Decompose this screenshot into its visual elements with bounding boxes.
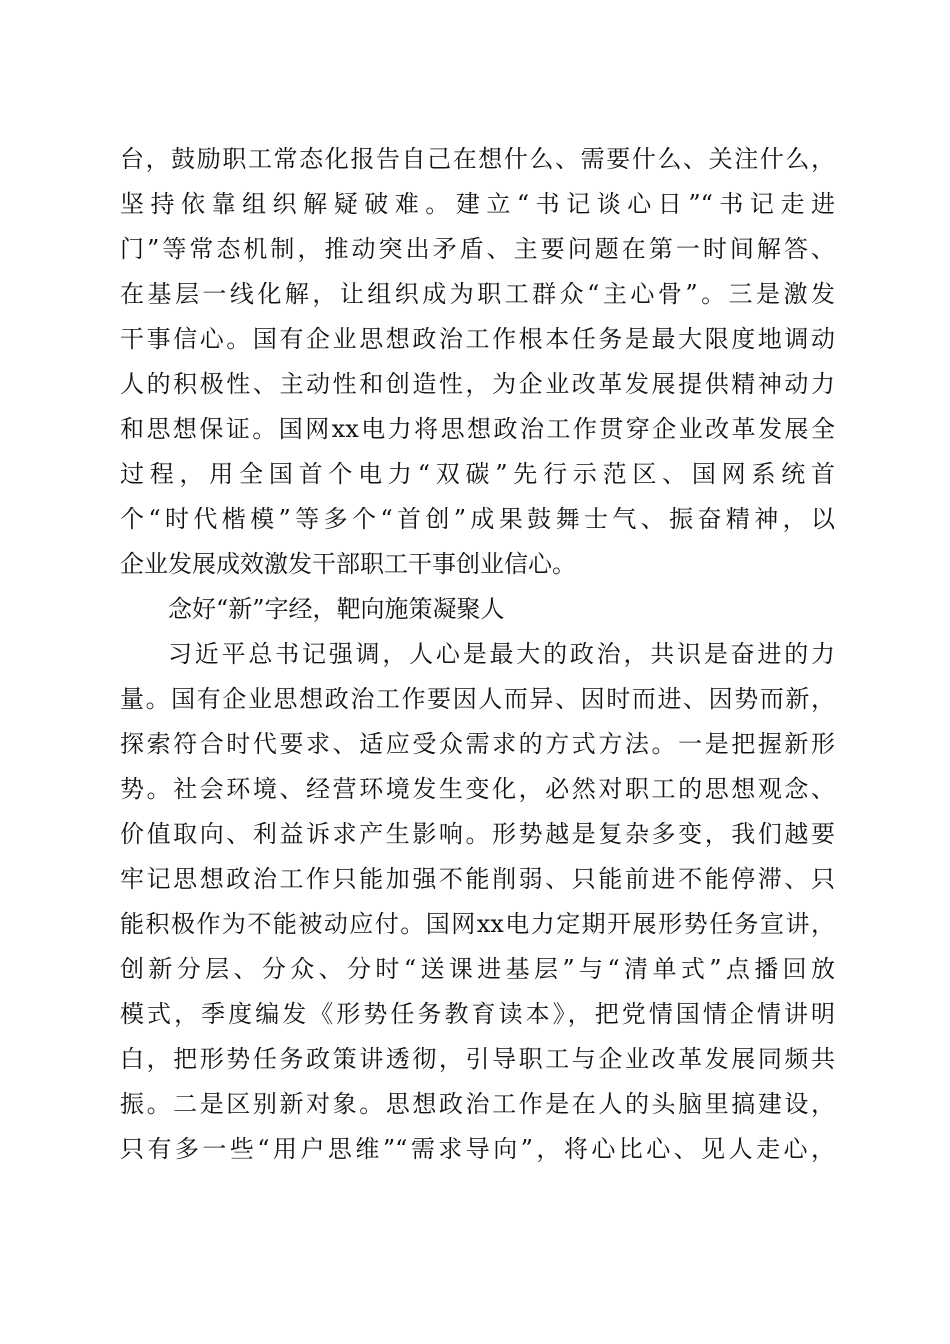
text-line-6: 人的积极性、主动性和创造性，为企业改革发展提供精神动力	[120, 370, 835, 398]
text-line-4: 在基层一线化解，让组织成为职工群众“主心骨”。三是激发	[120, 280, 835, 308]
text-line-7: 和思想保证。国网xx电力将思想政治工作贯穿企业改革发展全	[120, 415, 835, 443]
text-line-9: 个“时代楷模”等多个“首创”成果鼓舞士气、振奋精神，以	[120, 505, 835, 533]
text-line-1: 台，鼓励职工常态化报告自己在想什么、需要什么、关注什么，	[120, 145, 835, 173]
section-heading: 念好“新”字经，靶向施策凝聚人	[168, 595, 505, 623]
document-body	[120, 137, 835, 1172]
text-line-17: 牢记思想政治工作只能加强不能削弱、只能前进不能停滞、只	[120, 865, 835, 893]
text-line-23: 只有多一些“用户思维”“需求导向”，将心比心、见人走心，	[120, 1135, 835, 1163]
text-line-3: 门”等常态机制，推动突出矛盾、主要问题在第一时间解答、	[120, 235, 835, 263]
text-line-16: 价值取向、利益诉求产生影响。形势越是复杂多变，我们越要	[120, 820, 835, 848]
text-line-19: 创新分层、分众、分时“送课进基层”与“清单式”点播回放	[120, 955, 835, 983]
text-line-14: 探索符合时代要求、适应受众需求的方式方法。一是把握新形	[120, 730, 835, 758]
text-line-13: 量。国有企业思想政治工作要因人而异、因时而进、因势而新，	[120, 685, 835, 713]
text-line-18: 能积极作为不能被动应付。国网xx电力定期开展形势任务宣讲，	[120, 910, 835, 938]
text-line-15: 势。社会环境、经营环境发生变化，必然对职工的思想观念、	[120, 775, 835, 803]
text-line-8: 过程，用全国首个电力“双碳”先行示范区、国网系统首	[120, 460, 835, 488]
text-line-5: 干事信心。国有企业思想政治工作根本任务是最大限度地调动	[120, 325, 835, 353]
text-line-20: 模式，季度编发《形势任务教育读本》，把党情国情企情讲明	[120, 1000, 835, 1028]
text-line-2: 坚持依靠组织解疑破难。建立“书记谈心日”“书记走进	[120, 190, 835, 218]
text-line-21: 白，把形势任务政策讲透彻，引导职工与企业改革发展同频共	[120, 1045, 835, 1073]
text-line-12: 习近平总书记强调，人心是最大的政治，共识是奋进的力	[168, 640, 835, 668]
text-line-10: 企业发展成效激发干部职工干事创业信心。	[120, 550, 576, 578]
text-line-22: 振。二是区别新对象。思想政治工作是在人的头脑里搞建设，	[120, 1090, 835, 1118]
